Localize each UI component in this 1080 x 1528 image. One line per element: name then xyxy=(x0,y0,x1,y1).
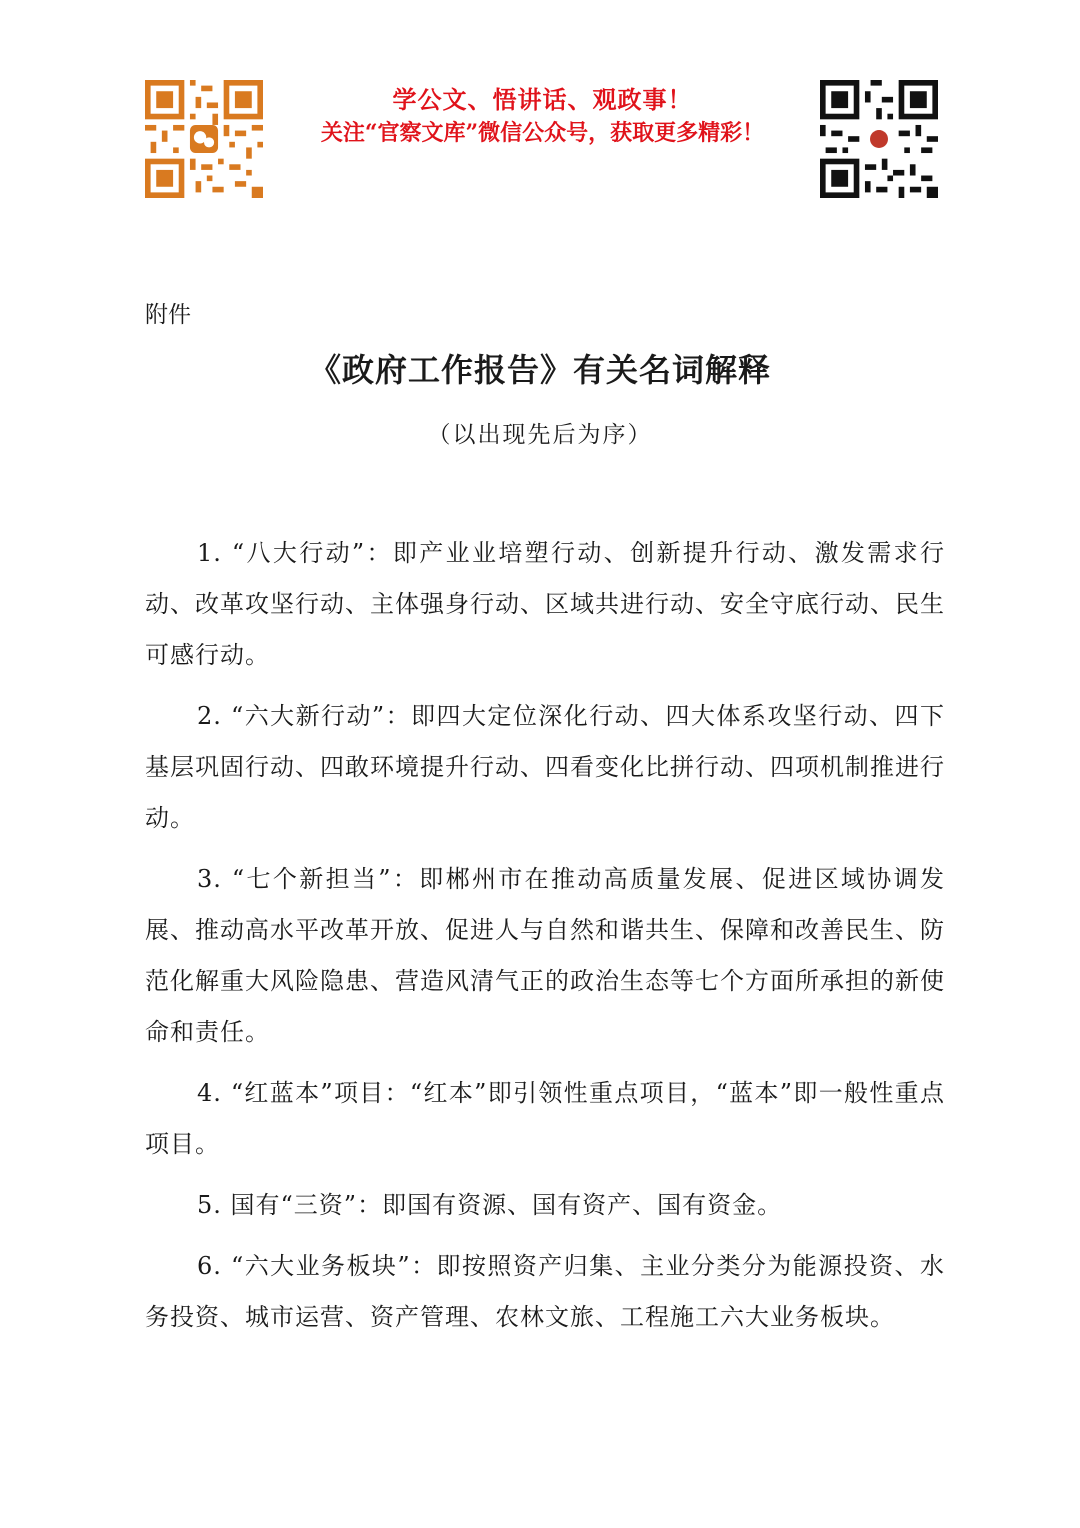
glossary-list xyxy=(145,528,945,1353)
glossary-entry-3: 3. “七个新担当”：即郴州市在推动高质量发展、促进区域协调发展、推动高水平改革开放、促进人与自然和谐共生、保障和改善民生、防范化解重大风险隐患、营造风清气正的政治生态等七个方面所承担的新使命和责任。 xyxy=(145,865,945,1046)
account-qr-code xyxy=(820,80,938,198)
glossary-entry-6: 6. “六大业务板块”：即按照资产归集、主业分类分为能源投资、水务投资、城市运营、资产管理、农林文旅、工程施工六大业务板块。 xyxy=(145,1252,945,1331)
glossary-entry-2: 2. “六大新行动”：即四大定位深化行动、四大体系攻坚行动、四下基层巩固行动、四敢环境提升行动、四看变化比拼行动、四项机制推进行动。 xyxy=(145,702,945,832)
promo-banner xyxy=(0,0,1080,230)
wechat-qr-code xyxy=(143,80,265,198)
banner-slogan-line1: 学公文、悟讲话、观政事！ xyxy=(392,85,693,114)
page-title: 《政府工作报告》有关名词解释 xyxy=(308,351,771,389)
page-subtitle: （以出现先后为序） xyxy=(427,422,653,448)
glossary-entry-4: 4. “红蓝本”项目：“红本”即引领性重点项目，“蓝本”即一般性重点项目。 xyxy=(145,1079,945,1158)
glossary-entry-5: 5. 国有“三资”：即国有资源、国有资产、国有资金。 xyxy=(197,1191,783,1219)
mascot-icon xyxy=(870,130,888,148)
attachment-label: 附件 xyxy=(145,302,191,328)
glossary-entry-1: 1. “八大行动”：即产业业培塑行动、创新提升行动、激发需求行动、改革攻坚行动、主体强身行动、区域共进行动、安全守底行动、民生可感行动。 xyxy=(145,539,945,669)
banner-slogan-line2: 关注“官察文库”微信公众号，获取更多精彩！ xyxy=(320,120,765,146)
